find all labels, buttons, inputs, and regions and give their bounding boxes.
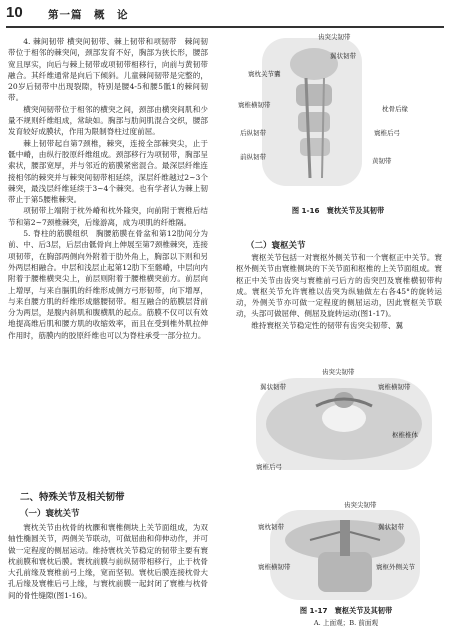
right-column-text [236, 252, 442, 331]
page-header [0, 0, 450, 26]
left-column-text [8, 36, 208, 341]
figure-1-16-drawing [262, 38, 362, 186]
label-17a-alar: 翼状韧带 [260, 383, 286, 391]
figure-1-17a-image [256, 378, 432, 470]
paragraph-stability: 维持寰枢关节稳定性的韧带有齿突尖韧带、翼 [251, 320, 404, 330]
page-number: 10 [6, 4, 23, 21]
figure-1-17-caption: 图 1-17 寰枢关节及其韧带 [299, 606, 393, 615]
figure-1-17a-drawing [256, 378, 432, 470]
label-17a-axis-body: 枢椎椎体 [392, 431, 418, 439]
subsection-heading-atlanto-axial: （二）寰枢关节 [246, 241, 306, 251]
figure-1-16-caption: 图 1-16 寰枕关节及其韧带 [291, 206, 385, 215]
label-transverse-ligament: 寰椎横韧带 [238, 101, 271, 109]
label-posterior-longitudinal: 后纵韧带 [240, 129, 266, 137]
label-anterior-longitudinal: 前纵韧带 [240, 153, 266, 161]
label-posterior-arch: 寰椎后弓 [374, 129, 400, 137]
chapter-title: 第一篇 概 论 [48, 9, 129, 21]
label-17b-lateral-joint: 寰枢外侧关节 [376, 563, 415, 571]
label-17b-apical: 齿突尖韧带 [344, 501, 377, 509]
figure-1-17-subcaption: A. 上面观；B. 前面观 [313, 619, 379, 627]
figure-1-16-image [262, 38, 362, 186]
section-heading: 二、特殊关节及相关韧带 [20, 492, 125, 503]
label-apical-ligament: 齿突尖韧带 [318, 33, 351, 41]
label-17a-apical: 齿突尖韧带 [322, 368, 355, 376]
label-17a-transverse: 寰椎横韧带 [378, 383, 411, 391]
subsection-heading-atlanto-occipital: （一）寰枕关节 [20, 509, 80, 519]
paragraph-supraspinous: 棘上韧带起自第7颈椎，棘突，连接全部棘突尖，止于骶中嵴，由纵行胶原纤维组成。颈部移行为项韧带，胸部呈索状，腰部宽厚，并与邻近的筋膜紧密混合。最深层纤维连接相邻的棘突并与棘突间韧带相延续，深层纤维越过2~3个棘突，最浅层纤维延续于3~4个棘突。也有学者认为棘上韧带止于第5腰椎棘突。 [8, 138, 208, 205]
label-17b-atlanto-occipital: 寰枕韧带 [258, 523, 284, 531]
label-alar-ligament: 翼状韧带 [330, 52, 356, 60]
left-column-text-2 [8, 522, 208, 601]
label-17a-posterior-arch: 寰椎后弓 [256, 463, 282, 471]
label-17b-alar: 翼状韧带 [378, 523, 404, 531]
paragraph-intertransverse: 横突间韧带位于相邻的横突之间，颈部由横突间肌和少量不规则纤维组成，常缺如。胸部与肋间肌混合交织，腰部发育较好成膜状，作用为限制脊柱过度前屈。 [8, 104, 208, 137]
paragraph-fascia: 5. 脊柱的筋膜组织 胸腰筋膜在骨盆和第12肋间分为前、中、后3层，后层由骶骨向上伸展至第7颈椎棘突，连接项韧带，在胸部两侧向外附着于肋外角上，胸部以下则和另外两层相融合。中层和浅层止起第12肋下至髂嵴，中层向内附着于腰椎横突尖上，前层则附着于腰椎横突前方。前层向上增厚，与来自膈肌的纤维形成侧方弓形韧带，向下增厚，与来自腰方肌的纤维形成髂腰韧带。相互融合的筋膜层背前分为两层，是腹内斜肌和腹横肌的起点。筋膜不仅可以有效地提高维后肌和腰方肌的收缩效率，而且在受到椎外肌拉伸作用时，筋膜内的胶原纤维也可以为脊柱承受一部分拉力。 [8, 229, 208, 340]
label-occipital-margin: 枕骨后缘 [382, 105, 408, 113]
paragraph-nuchal: 项韧带上端附于枕外嵴和枕外隆突，向前附于寰椎后结节和第2~7颈椎棘突，后缘游离，成为项肌的纤维隔。 [8, 206, 208, 227]
paragraph-atlanto-occipital: 寰枕关节由枕骨的枕髁和寰椎侧块上关节面组成，为双轴性椭圆关节，两侧关节联动，可做屈曲和仰伸动作，并可做一定程度的侧屈运动。维持寰枕关节稳定的韧带主要有寰枕前膜和寰枕后膜。寰枕前膜与前纵韧带相移行，止于枕骨大孔前缘及寰椎前弓上缘，宽而坚韧。寰枕后膜连接枕骨大孔后缘及寰椎后弓上缘，与寰枕前膜一起封闭了寰椎与枕骨间的骨性缝隙(图1-16)。 [8, 523, 208, 600]
paragraph-atlanto-axial: 寰枢关节包括一对寰枢外侧关节和一个寰枢正中关节。寰枢外侧关节由寰椎侧块的下关节面和枢椎的上关节面组成。寰枢正中关节由齿突与寰椎前弓后方的齿突凹及寰椎横韧带构成。寰枢关节允许寰椎以齿突为纵轴做左右各45°的旋转运动，外侧关节亦可做一定程度的侧屈运动，因此寰枢关节联动，头部可做屈伸、侧屈及旋转运动(图1-17)。 [236, 253, 442, 319]
label-ligamentum-flavum: 黄韧带 [372, 157, 392, 165]
label-joint-capsule: 寰枕关节囊 [248, 70, 281, 78]
label-17b-transverse: 寰椎横韧带 [258, 563, 291, 571]
paragraph-interspinous: 4. 棘间韧带 横突间韧带、棘上韧带和项韧带 棘间韧带位于相邻的棘突间，颈部发育不好，胸部为狭长形，腰部宽且厚实，向后与棘上韧带或项韧带相移行，向前与黄韧带融合。其纤维通常是向后下倾斜。儿童棘间韧带是完整的，20岁后韧带中出现裂隙，特别是腰4-5和腰5骶1的棘间韧带。 [8, 37, 208, 103]
header-rule [6, 26, 444, 28]
